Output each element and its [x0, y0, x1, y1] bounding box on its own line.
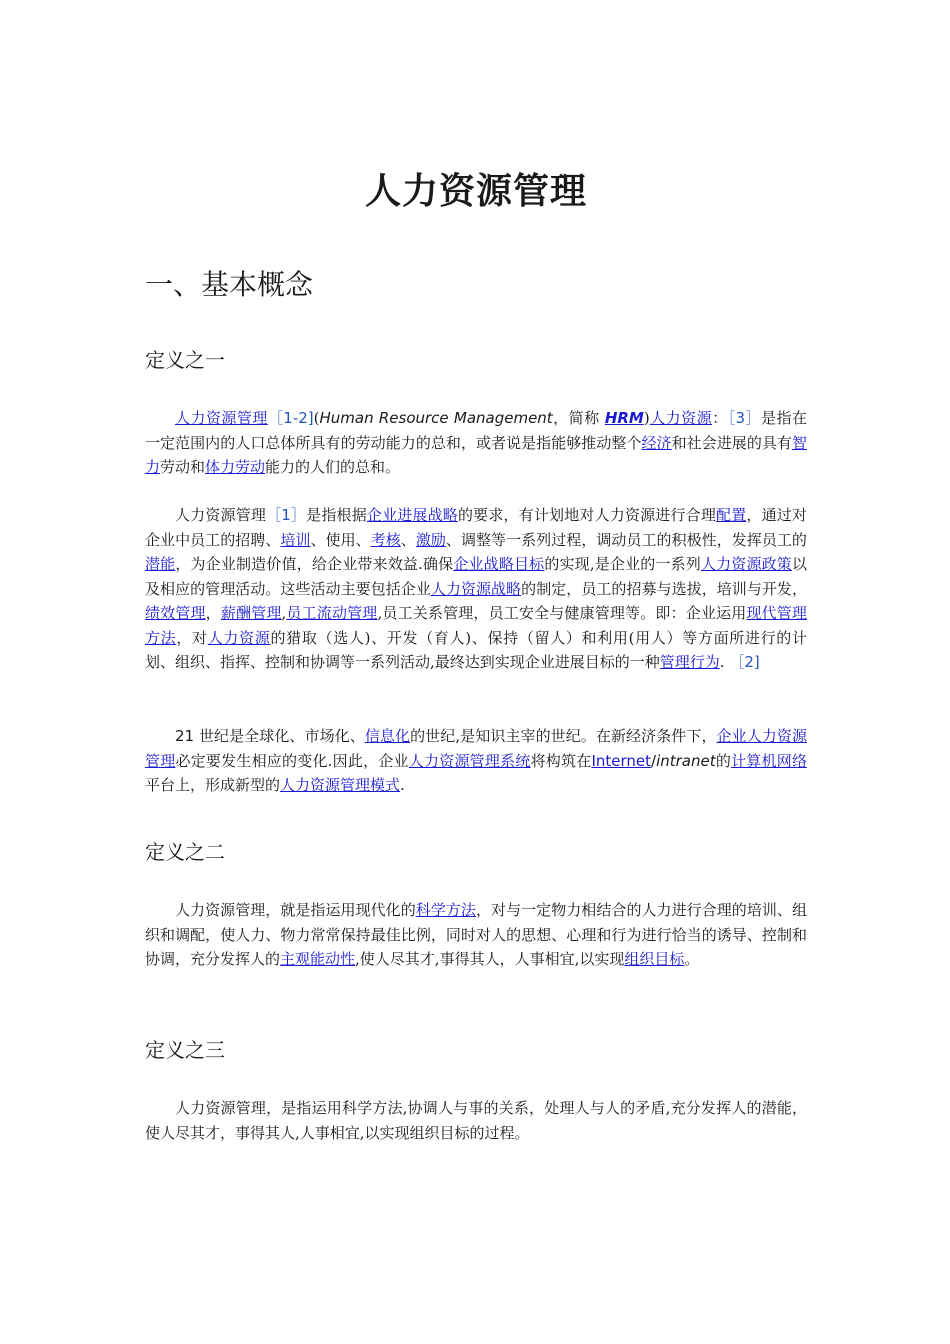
- text-run: 平台上，形成新型的: [145, 776, 281, 794]
- text-run: ，: [205, 604, 221, 622]
- text-run: .: [400, 776, 405, 794]
- definition-2-paragraph: [145, 898, 807, 972]
- text-run: ): [643, 409, 650, 427]
- hyperlink[interactable]: 激励: [415, 530, 446, 549]
- text-run: ，为企业制造价值，给企业带来效益.确保: [175, 555, 454, 573]
- hyperlink[interactable]: 员工流动管理: [286, 604, 378, 622]
- text-run: 、调整等一系列过程，调动员工的积极性，发挥员工的: [445, 530, 807, 549]
- text-run: 人力资源管理: [175, 506, 267, 524]
- hyperlink[interactable]: 计算机网络: [731, 751, 807, 770]
- text-run: 。: [684, 950, 700, 968]
- hyperlink[interactable]: 信息化: [364, 727, 411, 745]
- hyperlink[interactable]: 企业战略目标: [453, 555, 545, 573]
- hyperlink[interactable]: 企业人力资源管理: [145, 727, 807, 770]
- document-title: 人力资源管理: [364, 171, 587, 212]
- section-heading-basic-concepts: 一、基本概念: [145, 268, 314, 301]
- text-run: 的实现,是企业的一系列: [544, 555, 701, 573]
- citation-ref: ［2]: [729, 653, 760, 671]
- text-run: 人力资源管理，是指运用科学方法,协调人与事的关系，处理人与人的矛盾,充分发挥人的潜能，使人尽其才，事得其人,人事相宜,以实现组织目标的过程。: [145, 1099, 807, 1142]
- definition-2-heading: 定义之二: [145, 840, 225, 864]
- hyperlink[interactable]: 管理行为: [659, 653, 720, 671]
- text-run: 劳动和: [160, 458, 206, 476]
- hyperlink[interactable]: 企业进展战略: [366, 506, 458, 524]
- hyperlink[interactable]: Internet: [591, 751, 652, 770]
- text-run: ,使人尽其才,事得其人，人事相宜,以实现: [355, 950, 625, 968]
- hyperlink[interactable]: 配置: [716, 506, 747, 524]
- hyperlink[interactable]: 绩效管理: [145, 604, 206, 622]
- text-run: 的制定，员工的招募与选拔，培训与开发，: [521, 579, 807, 598]
- text-run: intranet: [656, 751, 716, 770]
- text-run: /: [651, 751, 657, 770]
- hyperlink[interactable]: 培训: [280, 530, 311, 549]
- text-run: 将构筑在: [530, 751, 592, 770]
- hyperlink[interactable]: 主观能动性: [280, 950, 356, 968]
- text-run: ，对: [176, 628, 208, 647]
- text-run: 能力的人们的总和。: [265, 458, 401, 476]
- text-run: 必定要发生相应的变化.因此，企业: [175, 751, 409, 770]
- definition-3-heading: 定义之三: [145, 1038, 225, 1062]
- hyperlink[interactable]: 智力: [145, 433, 807, 476]
- hyperlink[interactable]: 人力资源: [207, 628, 271, 647]
- text-run: 世纪是全球化、市场化、: [198, 727, 365, 745]
- text-run: 人力资源管理，就是指运用现代化的: [175, 901, 416, 919]
- definition-1-paragraph-1: [145, 406, 807, 480]
- hyperlink[interactable]: 考核: [370, 530, 401, 549]
- text-run: ，通过对企业中员工的招聘、: [145, 506, 807, 549]
- text-run: 的要求，有计划地对人力资源进行合理: [457, 506, 717, 524]
- citation-ref: ［3］: [727, 409, 762, 427]
- hyperlink[interactable]: 体力劳动: [205, 458, 266, 476]
- text-run: .: [719, 653, 730, 671]
- text-run: ,员工关系管理，员工安全与健康管理等。即：企业运用: [377, 604, 747, 622]
- hyperlink[interactable]: 现代管理方法: [145, 604, 807, 647]
- hyperlink[interactable]: 人力资源战略: [430, 579, 522, 598]
- hyperlink[interactable]: 人力资源管理模式: [280, 776, 401, 794]
- text-run: 21: [175, 727, 199, 745]
- hyperlink[interactable]: 人力资源管理系统: [408, 751, 531, 770]
- text-run: ，简称: [552, 409, 605, 427]
- text-run: (: [313, 409, 320, 427]
- definition-3-paragraph: [145, 1096, 807, 1145]
- definition-1-paragraph-2: [145, 503, 807, 675]
- hyperlink[interactable]: 经济: [641, 433, 672, 452]
- text-run: 是指在一定范围内的人口总体所具有的劳动能力的总和，或者说是指能够推动整个: [145, 409, 807, 452]
- hyperlink[interactable]: 人力资源: [649, 409, 713, 427]
- text-run: 是指根据: [306, 506, 367, 524]
- text-run: 和社会进展的具有: [671, 433, 792, 452]
- text-run: ，对与一定物力相结合的人力进行合理的培训、组织和调配，使人力、物力常常保持最佳比例，同时对人的思想、心理和行为进行恰当的诱导、控制和协调，充分发挥人的: [145, 901, 807, 968]
- text-run: ：: [712, 409, 728, 427]
- hyperlink[interactable]: 薪酬管理: [220, 604, 282, 622]
- hyperlink[interactable]: 人力资源管理: [175, 409, 268, 427]
- definition-1-heading: 定义之一: [145, 348, 225, 372]
- citation-ref: ［1］: [266, 506, 307, 524]
- text-run: 的猎取（选人)、开发（育人)、保持（留人）和利用(用人）等方面所进行的计划、组织、指挥、控制和协调等一系列活动,最终达到实现企业进展目标的一种: [145, 628, 807, 671]
- hyperlink[interactable]: HRM: [604, 409, 644, 427]
- text-run: 以及相应的管理活动。这些活动主要包括企业: [145, 555, 807, 598]
- hyperlink[interactable]: 潜能: [145, 555, 176, 573]
- citation-ref: ［1-2]: [267, 409, 314, 427]
- text-run: 、: [400, 530, 416, 549]
- hyperlink[interactable]: 科学方法: [415, 901, 476, 919]
- text-run: ,: [281, 604, 287, 622]
- text-run: 的世纪,是知识主宰的世纪。在新经济条件下，: [410, 727, 717, 745]
- text-run: 的: [715, 751, 732, 770]
- hyperlink[interactable]: 组织目标: [624, 950, 685, 968]
- text-run: Human Resource Management: [319, 409, 553, 427]
- text-run: 、使用、: [310, 530, 371, 549]
- hyperlink[interactable]: 人力资源政策: [700, 555, 792, 573]
- definition-1-paragraph-3: [145, 724, 807, 798]
